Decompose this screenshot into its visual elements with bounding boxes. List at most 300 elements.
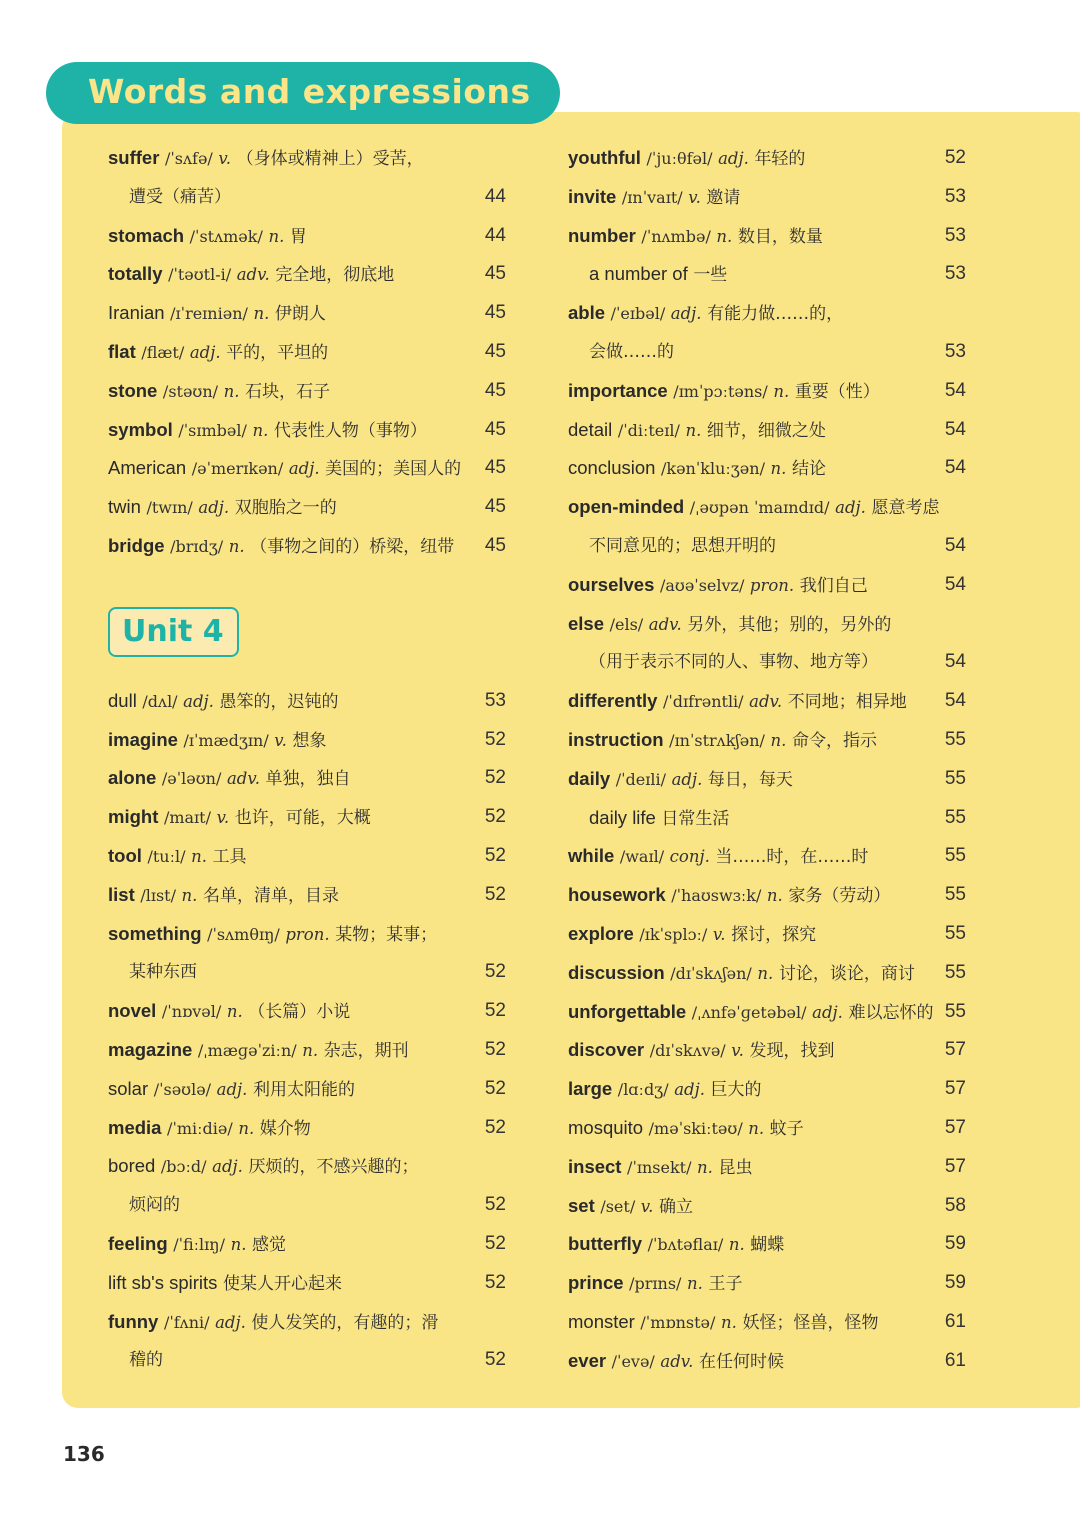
- headword: else: [568, 612, 605, 634]
- page-reference: 52: [484, 961, 506, 983]
- chinese-meaning: （身体或精神上）受苦，: [236, 149, 424, 169]
- chinese-meaning: 数目，数量: [737, 226, 823, 247]
- headword: open-minded: [568, 496, 685, 518]
- headword: butterfly: [568, 1233, 642, 1255]
- entry-text: [108, 1264, 342, 1304]
- vocab-entry: [108, 759, 506, 798]
- phonetic: /tuːl/: [147, 846, 186, 866]
- entry-text: [108, 1225, 286, 1265]
- chinese-meaning: 命令，指示: [791, 730, 877, 751]
- chinese-meaning: 妖怪；怪兽，怪物: [742, 1312, 879, 1333]
- phonetic: /ˈdɪfrəntli/: [663, 692, 744, 712]
- phonetic: /ˈfʌni/: [163, 1312, 210, 1332]
- page-reference: 54: [944, 573, 966, 595]
- headword: funny: [108, 1310, 159, 1332]
- page-reference: 52: [484, 1077, 506, 1099]
- headword: American: [108, 457, 187, 479]
- headword: discussion: [568, 961, 665, 983]
- page-reference: 45: [484, 340, 506, 362]
- part-of-speech: adj.: [183, 691, 214, 711]
- chinese-meaning: 遭受（痛苦）: [129, 186, 231, 207]
- entry-text: [108, 1031, 409, 1071]
- part-of-speech: adj.: [198, 498, 230, 518]
- chinese-meaning: 发现，找到: [749, 1041, 835, 1062]
- phonetic: /ˈevə/: [611, 1351, 655, 1371]
- entry-text: [108, 527, 454, 567]
- headword: dull: [108, 689, 137, 711]
- entry-text: [568, 1225, 784, 1265]
- part-of-speech: pron.: [749, 575, 795, 595]
- phonetic: /ɪnˈvaɪt/: [621, 187, 683, 207]
- chinese-meaning: 感觉: [252, 1234, 287, 1255]
- vocab-entry: [108, 1109, 506, 1148]
- entry-text: [568, 139, 805, 179]
- chinese-meaning: 王子: [708, 1274, 743, 1295]
- vocab-entry: [108, 953, 506, 992]
- page-title: Words and expressions: [88, 72, 531, 111]
- vocab-entry: [568, 488, 966, 527]
- vocab-entry: [108, 876, 506, 915]
- page-reference: 52: [484, 1349, 506, 1371]
- page-reference: 55: [944, 845, 966, 867]
- vocab-entry: [108, 682, 506, 721]
- page-reference: 54: [944, 534, 966, 556]
- entry-text: [129, 1186, 180, 1225]
- part-of-speech: n.: [228, 536, 245, 556]
- vocab-entry: [108, 1341, 506, 1380]
- headword: able: [568, 302, 606, 324]
- vocab-entry: [568, 1031, 966, 1070]
- part-of-speech: n.: [721, 1312, 737, 1332]
- headword: lift sb's spirits: [108, 1271, 218, 1293]
- vocab-entry: [568, 760, 966, 799]
- vocab-entry: [108, 1186, 506, 1225]
- headword: mosquito: [568, 1116, 644, 1138]
- headword: list: [108, 883, 135, 905]
- entry-text: [129, 953, 197, 992]
- page-reference: 55: [944, 884, 966, 906]
- part-of-speech: n.: [230, 1234, 247, 1254]
- vocab-entry: [568, 1148, 966, 1187]
- part-of-speech: n.: [238, 1118, 255, 1138]
- page-reference: 52: [484, 1232, 506, 1254]
- entry-text: [568, 217, 823, 257]
- entry-text: [108, 217, 307, 257]
- page-reference: 57: [944, 1155, 966, 1177]
- headword: flat: [108, 340, 136, 362]
- vocab-entry: [108, 1225, 506, 1264]
- page-reference: 45: [484, 534, 506, 556]
- entry-text: [568, 954, 915, 994]
- page-reference: 57: [944, 1039, 966, 1061]
- vocab-entry: [568, 682, 966, 721]
- phonetic: /ˌəʊpən ˈmaɪndɪd/: [689, 498, 830, 518]
- phonetic: /ˈtəʊtl-i/: [168, 265, 232, 285]
- chinese-meaning: 石块，石子: [245, 381, 331, 402]
- page-reference: 53: [484, 689, 506, 711]
- vocab-entry: [568, 876, 966, 915]
- part-of-speech: v.: [688, 187, 701, 207]
- headword: magazine: [108, 1038, 193, 1060]
- vocab-entry: [568, 255, 966, 294]
- page-reference: 55: [944, 767, 966, 789]
- vocab-entry: [108, 1031, 506, 1070]
- phonetic: /ˈdiːteɪl/: [617, 420, 680, 440]
- page-reference: 53: [944, 185, 966, 207]
- headword: bored: [108, 1155, 156, 1177]
- entry-text: [108, 759, 351, 799]
- chinese-meaning: 厌烦的，不感兴趣的；: [248, 1157, 419, 1178]
- entry-text: [108, 139, 424, 179]
- entry-text: [589, 527, 776, 566]
- vocab-entry: [108, 915, 506, 954]
- vocab-entry: [568, 643, 966, 682]
- vocab-entry: [568, 333, 966, 372]
- page-reference: 55: [944, 1000, 966, 1022]
- phonetic: /ˈeɪbəl/: [610, 304, 666, 324]
- vocab-entry: [108, 178, 506, 217]
- phonetic: /maɪt/: [163, 808, 211, 828]
- chinese-meaning: 胃: [289, 226, 307, 247]
- vocab-entry: [108, 411, 506, 450]
- unit-heading: Unit 4: [122, 613, 224, 649]
- page-reference: 52: [484, 728, 506, 750]
- page-number: 136: [63, 1442, 105, 1466]
- phonetic: /prɪns/: [629, 1274, 682, 1294]
- chinese-meaning: 巨大的: [710, 1080, 762, 1101]
- headword: ever: [568, 1349, 607, 1371]
- phonetic: /ˈɪnsekt/: [627, 1157, 692, 1177]
- page-reference: 57: [944, 1116, 966, 1138]
- page-reference: 52: [484, 1271, 506, 1293]
- page-reference: 53: [944, 263, 966, 285]
- vocab-entry: [108, 217, 506, 256]
- vocab-entry: [568, 294, 966, 333]
- page-reference: 52: [484, 806, 506, 828]
- page-reference: 45: [484, 263, 506, 285]
- chinese-meaning: 利用太阳能的: [252, 1079, 355, 1100]
- phonetic: /dɪˈskʌvə/: [649, 1041, 726, 1061]
- part-of-speech: adj.: [189, 342, 221, 362]
- entry-text: [568, 411, 826, 451]
- phonetic: /ˈmɒnstə/: [640, 1312, 716, 1332]
- entry-text: [568, 1109, 804, 1149]
- page-reference: 52: [484, 1194, 506, 1216]
- vocab-entry: [568, 993, 966, 1032]
- headword: daily: [568, 767, 611, 789]
- vocab-entry: [568, 217, 966, 256]
- chinese-meaning: 某物；某事；: [335, 924, 438, 945]
- vocab-entry: [108, 294, 506, 333]
- page-reference: 52: [484, 1116, 506, 1138]
- part-of-speech: n.: [748, 1118, 765, 1138]
- chinese-meaning: 也许，可能，大概: [234, 808, 371, 829]
- part-of-speech: n.: [716, 226, 733, 246]
- phonetic: /ˈstʌmək/: [189, 226, 263, 246]
- chinese-meaning: 媒介物: [259, 1118, 311, 1139]
- phonetic: /ɪˈmædʒɪn/: [183, 730, 269, 750]
- page-reference: 45: [484, 496, 506, 518]
- entry-text: [568, 876, 890, 916]
- page-reference: 54: [944, 651, 966, 673]
- phonetic: /ˈsʌmθɪŋ/: [207, 924, 280, 944]
- entry-text: [589, 643, 878, 682]
- vocab-entry: [108, 1264, 506, 1303]
- chinese-meaning: 美国的；美国人的: [325, 459, 462, 480]
- headword: something: [108, 922, 202, 944]
- chinese-meaning: （用于表示不同的人、事物、地方等）: [589, 652, 878, 673]
- part-of-speech: n.: [757, 963, 774, 983]
- part-of-speech: n.: [268, 226, 285, 246]
- headword: detail: [568, 418, 613, 440]
- part-of-speech: n.: [685, 420, 702, 440]
- entry-text: [568, 1148, 752, 1188]
- chinese-meaning: 一些: [693, 265, 728, 286]
- vocab-entry: [108, 527, 506, 566]
- right-column: [568, 139, 966, 1381]
- chinese-meaning: 稽的: [129, 1350, 163, 1371]
- headword: housework: [568, 884, 666, 906]
- headword: novel: [108, 1000, 157, 1022]
- entry-text: [568, 1342, 784, 1382]
- phonetic: /ˈnɒvəl/: [161, 1002, 222, 1022]
- phonetic: /aʊəˈselvz/: [659, 575, 745, 595]
- chinese-meaning: 在任何时候: [698, 1351, 784, 1372]
- chinese-meaning: 细节，细微之处: [706, 420, 826, 441]
- chinese-meaning: 蝴蝶: [750, 1235, 785, 1256]
- phonetic: /kənˈkluːʒən/: [661, 459, 765, 479]
- chinese-meaning: 工具: [212, 846, 247, 867]
- headword: feeling: [108, 1232, 168, 1254]
- part-of-speech: n.: [191, 846, 207, 866]
- entry-text: [108, 798, 371, 838]
- entry-text: [568, 915, 816, 955]
- page-reference: 52: [484, 767, 506, 789]
- entry-text: [568, 488, 939, 528]
- part-of-speech: adj.: [215, 1312, 246, 1332]
- vocab-entry: [568, 1109, 966, 1148]
- page-reference: 45: [484, 379, 506, 401]
- entry-text: [568, 1264, 742, 1304]
- entry-text: [568, 760, 793, 800]
- vocab-entry: [568, 799, 966, 838]
- headword: youthful: [568, 147, 641, 168]
- entry-text: [108, 1070, 355, 1110]
- part-of-speech: adj.: [674, 1080, 705, 1100]
- page-reference: 55: [944, 922, 966, 944]
- headword: a number of: [589, 263, 688, 285]
- vocab-entry: [108, 1303, 506, 1342]
- page-reference: 45: [484, 457, 506, 479]
- word-list-left-bottom: [108, 682, 506, 1380]
- part-of-speech: adj.: [216, 1079, 248, 1099]
- page-reference: 53: [944, 224, 966, 246]
- vocab-entry: [108, 837, 506, 876]
- headword: media: [108, 1116, 162, 1138]
- page-reference: 61: [944, 1310, 966, 1332]
- chinese-meaning: 讨论，谈论，商讨: [778, 963, 915, 984]
- part-of-speech: conj.: [669, 847, 710, 867]
- entry-text: [129, 178, 231, 217]
- entry-text: [108, 682, 339, 722]
- part-of-speech: pron.: [285, 924, 330, 944]
- headword: twin: [108, 496, 141, 518]
- headword: stone: [108, 379, 158, 401]
- phonetic: /dɪˈskʌʃən/: [670, 963, 752, 983]
- chinese-meaning: 使某人开心起来: [223, 1273, 342, 1294]
- vocab-entry: [108, 721, 506, 760]
- vocab-entry: [568, 721, 966, 760]
- vocab-entry: [568, 1070, 966, 1109]
- entry-text: [108, 449, 461, 489]
- part-of-speech: adv.: [660, 1351, 694, 1371]
- headword: large: [568, 1078, 613, 1100]
- entry-text: [568, 1303, 878, 1343]
- headword: symbol: [108, 418, 173, 440]
- part-of-speech: n.: [728, 1235, 745, 1255]
- headword: imagine: [108, 728, 178, 750]
- part-of-speech: adj.: [670, 304, 702, 324]
- vocab-entry: [568, 139, 966, 178]
- phonetic: /ɪmˈpɔːtəns/: [673, 381, 768, 401]
- chinese-meaning: 某种东西: [129, 962, 197, 983]
- chinese-meaning: 名单，清单，目录: [203, 885, 339, 906]
- vocab-entry: [568, 178, 966, 217]
- entry-text: [108, 411, 427, 451]
- part-of-speech: n.: [687, 1274, 703, 1294]
- entry-text: [108, 333, 328, 373]
- vocab-entry: [108, 488, 506, 527]
- entry-text: [568, 721, 877, 761]
- page-reference: 52: [484, 844, 506, 866]
- entry-text: [568, 1031, 834, 1071]
- page-reference: 52: [484, 883, 506, 905]
- page-reference: 45: [484, 418, 506, 440]
- entry-text: [108, 721, 326, 761]
- phonetic: /ˈnʌmbə/: [641, 226, 711, 246]
- entry-text: [589, 333, 674, 372]
- vocab-entry: [568, 1342, 966, 1381]
- headword: alone: [108, 767, 157, 789]
- entry-text: [568, 178, 740, 218]
- entry-text: [108, 915, 437, 955]
- chinese-meaning: 年轻的: [754, 149, 806, 169]
- headword: unforgettable: [568, 1000, 687, 1022]
- vocab-entry: [108, 255, 506, 294]
- vocab-entry: [108, 992, 506, 1031]
- chinese-meaning: 结论: [792, 459, 826, 480]
- vocab-entry: [568, 837, 966, 876]
- chinese-meaning: 完全地，彻底地: [275, 265, 395, 286]
- chinese-meaning: 确立: [658, 1196, 693, 1217]
- headword: set: [568, 1194, 595, 1216]
- chinese-meaning: 使人发笑的，有趣的；滑: [251, 1312, 439, 1333]
- part-of-speech: n.: [226, 1002, 243, 1022]
- page-reference: 52: [484, 1000, 506, 1022]
- page-reference: 61: [944, 1349, 966, 1371]
- part-of-speech: n.: [302, 1040, 319, 1060]
- page-reference: 54: [944, 418, 966, 440]
- part-of-speech: n.: [181, 885, 198, 905]
- entry-text: [568, 605, 891, 645]
- page-reference: 44: [484, 185, 506, 207]
- headword: bridge: [108, 534, 165, 556]
- chinese-meaning: （事物之间的）桥梁，纽带: [250, 536, 455, 557]
- entry-text: [129, 1341, 163, 1380]
- phonetic: /əˈmerɪkən/: [191, 459, 284, 479]
- vocab-entry: [568, 1225, 966, 1264]
- chinese-meaning: 日常生活: [661, 808, 730, 829]
- phonetic: /ˈmiːdiə/: [167, 1118, 233, 1138]
- phonetic: /ˈdeɪli/: [615, 769, 666, 789]
- part-of-speech: adv.: [648, 614, 682, 634]
- page-reference: 45: [484, 302, 506, 324]
- part-of-speech: v.: [712, 924, 726, 944]
- chinese-meaning: 昆虫: [718, 1157, 753, 1178]
- chinese-meaning: 我们自己: [799, 575, 868, 596]
- vocab-entry: [568, 1187, 966, 1226]
- headword: suffer: [108, 147, 160, 168]
- part-of-speech: adj.: [812, 1002, 843, 1022]
- phonetic: /flæt/: [141, 342, 185, 362]
- chinese-meaning: 愿意考虑: [871, 498, 940, 519]
- phonetic: /brɪdʒ/: [170, 536, 224, 556]
- headword: explore: [568, 922, 634, 944]
- part-of-speech: adj.: [835, 498, 866, 518]
- chinese-meaning: （长篇）小说: [248, 1002, 351, 1023]
- left-column: [108, 139, 506, 1380]
- entry-text: [108, 837, 247, 877]
- entry-text: [108, 992, 350, 1032]
- chinese-meaning: 双胞胎之一的: [234, 498, 337, 519]
- phonetic: /ˈsɪmbəl/: [178, 420, 247, 440]
- chinese-meaning: 邀请: [706, 187, 741, 208]
- chinese-meaning: 每日，每天: [707, 769, 793, 790]
- part-of-speech: n.: [253, 304, 270, 324]
- chinese-meaning: 不同地；相异地: [787, 692, 907, 713]
- vocab-entry: [568, 915, 966, 954]
- part-of-speech: adv.: [236, 265, 270, 285]
- page-reference: 59: [944, 1233, 966, 1255]
- part-of-speech: adj.: [288, 459, 320, 479]
- headword: monster: [568, 1310, 635, 1332]
- phonetic: /ˈfiːlɪŋ/: [173, 1234, 225, 1254]
- entry-text: [108, 372, 330, 412]
- phonetic: /məˈskiːtəʊ/: [648, 1118, 743, 1138]
- vocab-entry: [568, 449, 966, 488]
- page-reference: 55: [944, 728, 966, 750]
- chinese-meaning: 重要（性）: [794, 381, 880, 402]
- phonetic: /twɪn/: [146, 498, 193, 518]
- page-reference: 58: [944, 1194, 966, 1216]
- vocab-entry: [108, 333, 506, 372]
- vocab-entry: [568, 605, 966, 644]
- unit-heading-block: [108, 566, 506, 682]
- chinese-meaning: 杂志，期刊: [323, 1040, 409, 1061]
- chinese-meaning: 会做……的: [589, 341, 674, 362]
- chinese-meaning: 当……时，在……时: [715, 847, 869, 868]
- phonetic: /els/: [609, 614, 644, 634]
- phonetic: /ˈbʌtəflaɪ/: [647, 1235, 724, 1255]
- phonetic: /əˈləʊn/: [161, 769, 222, 789]
- part-of-speech: n.: [252, 420, 269, 440]
- vocab-entry: [568, 1264, 966, 1303]
- headword: totally: [108, 263, 163, 285]
- headword: Iranian: [108, 302, 165, 324]
- part-of-speech: adv.: [749, 692, 783, 712]
- vocab-entry: [108, 139, 506, 178]
- part-of-speech: n.: [223, 381, 240, 401]
